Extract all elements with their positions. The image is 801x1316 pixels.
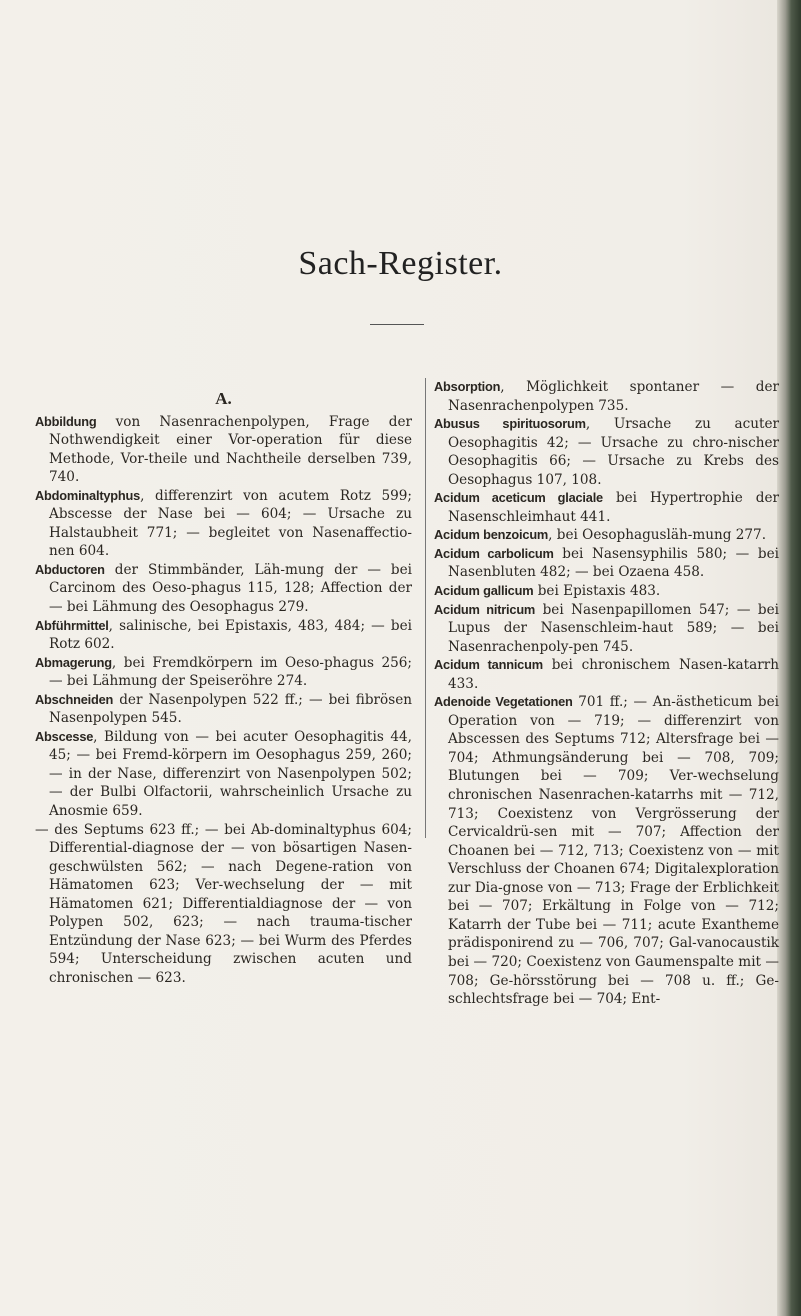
entry-text: , Ursache zu acuter Oesophagitis 42; — Ursache zu chro-nischer Oesophagitis 66; — Ursache zu Krebs des Oesophagus 107, 108. xyxy=(448,416,779,488)
left-column xyxy=(35,390,412,988)
section-letter: A. xyxy=(215,389,232,408)
entry-text: , bei Fremdkörpern im Oeso-phagus 256; — bei Lähmung der Speiseröhre 274. xyxy=(49,654,412,690)
entry-text: , Möglichkeit spontaner — der Nasenrachenpolypen 735. xyxy=(448,379,779,414)
entry-term: Abdominaltyphus xyxy=(35,487,141,503)
index-entry xyxy=(35,728,412,821)
entry-term: Abbildung xyxy=(35,413,97,429)
index-entry xyxy=(35,654,412,691)
entry-term: Acidum benzoicum xyxy=(434,527,549,543)
entry-term: Abführmittel xyxy=(35,617,109,633)
index-entry xyxy=(434,489,779,526)
entry-term: Abmagerung xyxy=(35,654,112,670)
page-title: Sach-Register. xyxy=(298,245,503,282)
entry-term: Abusus spirituosorum xyxy=(434,416,586,432)
entry-text: bei chronischem Nasen-katarrh 433. xyxy=(448,657,779,692)
index-entry xyxy=(35,561,412,617)
index-entry xyxy=(434,526,779,545)
index-entry xyxy=(434,582,779,601)
entry-text: , Bildung von — bei acuter Oesophagitis 44, 45; — bei Fremd-körpern im Oesophagus 259, 260; — in der Nase, differenzirt von Nasenpolypen 502; — der Bulbi Olfactorii, wahrscheinlich Ursache zu Anosmie 659. xyxy=(49,728,412,820)
index-subentry xyxy=(35,821,412,988)
entry-text: der Nasenpolypen 522 ff.; — bei fibrösen Nasenpolypen 545. xyxy=(49,691,412,727)
column-divider xyxy=(425,378,426,838)
index-entry xyxy=(434,378,779,415)
entry-term: Adenoide Vegetationen xyxy=(434,694,573,710)
entry-text: 701 ff.; — An-ästheticum bei Operation von — 719; — differenzirt von Abscessen des Septums 712; Altersfrage bei — 704; Athmungsänderung bei — 708, 709; Blutungen bei — 709; Ver-wechselung chronischen Nasenrachen-katarrhs mit — 712, 713; Coexistenz von Vergrösserung der Cervicaldrü-sen mit — 707; Affection der Choanen bei — 712, 713; Coexistenz von — mit Verschluss der Choanen 674; Digitalexploration zur Dia-gnose von — 713; Frage der Erblichkeit bei — 707; Erkältung in Folge von — 712; Katarrh der Tube bei — 711; acute Exantheme prädisponirend zu — 706, 707; Gal-vanocaustik bei — 720; Coexistenz von Gaumenspalte mit — 708; Ge-hörsstörung bei — 708 u. ff.; Ge-schlechtsfrage bei — 704; Ent- xyxy=(448,694,780,1008)
entry-text: bei Nasenpapillomen 547; — bei Lupus der Nasenschleim-haut 589; — bei Nasenrachenpoly-pen 745. xyxy=(448,601,779,655)
page-edge-shadow xyxy=(777,0,801,1316)
entry-text: , salinische, bei Epistaxis, 483, 484; — bei Rotz 602. xyxy=(49,617,412,653)
index-entry xyxy=(434,415,779,489)
title-rule xyxy=(370,324,424,325)
entry-term: Acidum carbolicum xyxy=(434,545,554,561)
entry-term: Acidum gallicum xyxy=(434,583,534,599)
index-entry xyxy=(35,617,412,654)
entry-term: Acidum nitricum xyxy=(434,601,536,617)
index-entry xyxy=(434,693,779,1008)
entry-text: bei Nasensyphilis 580; — bei Nasenbluten 482; — bei Ozaena 458. xyxy=(448,545,779,581)
entry-text: bei Hypertrophie der Nasenschleimhaut 441. xyxy=(448,490,779,525)
entry-text: , bei Oesophagusläh-mung 277. xyxy=(548,527,767,544)
entry-term: Acidum tannicum xyxy=(434,657,543,673)
index-entry xyxy=(434,656,779,693)
index-entry xyxy=(35,487,412,561)
entry-term: Abscesse xyxy=(35,728,94,744)
index-entry xyxy=(35,691,412,728)
entry-text: der Stimmbänder, Läh-mung der — bei Carcinom des Oeso-phagus 115, 128; Affection der — bei Lähmung des Oesophagus 279. xyxy=(49,561,412,616)
entry-term: Abductoren xyxy=(35,561,105,577)
index-entry xyxy=(434,601,779,657)
entry-text: bei Epistaxis 483. xyxy=(533,583,661,600)
entry-term: Acidum aceticum glaciale xyxy=(434,490,603,506)
entry-text: , differenzirt von acutem Rotz 599; Abscesse der Nase bei — 604; — Ursache zu Halstaubheit 771; — begleitet von Nasenaffectio-nen 604. xyxy=(49,487,412,560)
entry-term: Absorption xyxy=(434,379,501,394)
index-entry xyxy=(35,413,412,487)
entry-text: von Nasenrachenpolypen, Frage der Nothwendigkeit einer Vor-operation für diese Methode, Vor-theile und Nachtheile derselben 739, 740. xyxy=(49,413,412,486)
entry-text: — des Septums 623 ff.; — bei Ab-dominaltyphus 604; Differential-diagnose der — von bösartigen Nasen-geschwülsten 562; — nach Degene-ration von Hämatomen 623; Ver-wechselung der — mit Hämatomen 621; Differentialdiagnose der — von Polypen 502, 623; — nach trauma-tischer Entzündung der Nase 623; — bei Wurm des Pferdes 594; Unterscheidung zwischen acuten und chronischen — 623. xyxy=(35,821,412,986)
entry-term: Abschneiden xyxy=(35,691,114,707)
index-entry xyxy=(434,545,779,582)
right-column xyxy=(434,378,779,1009)
